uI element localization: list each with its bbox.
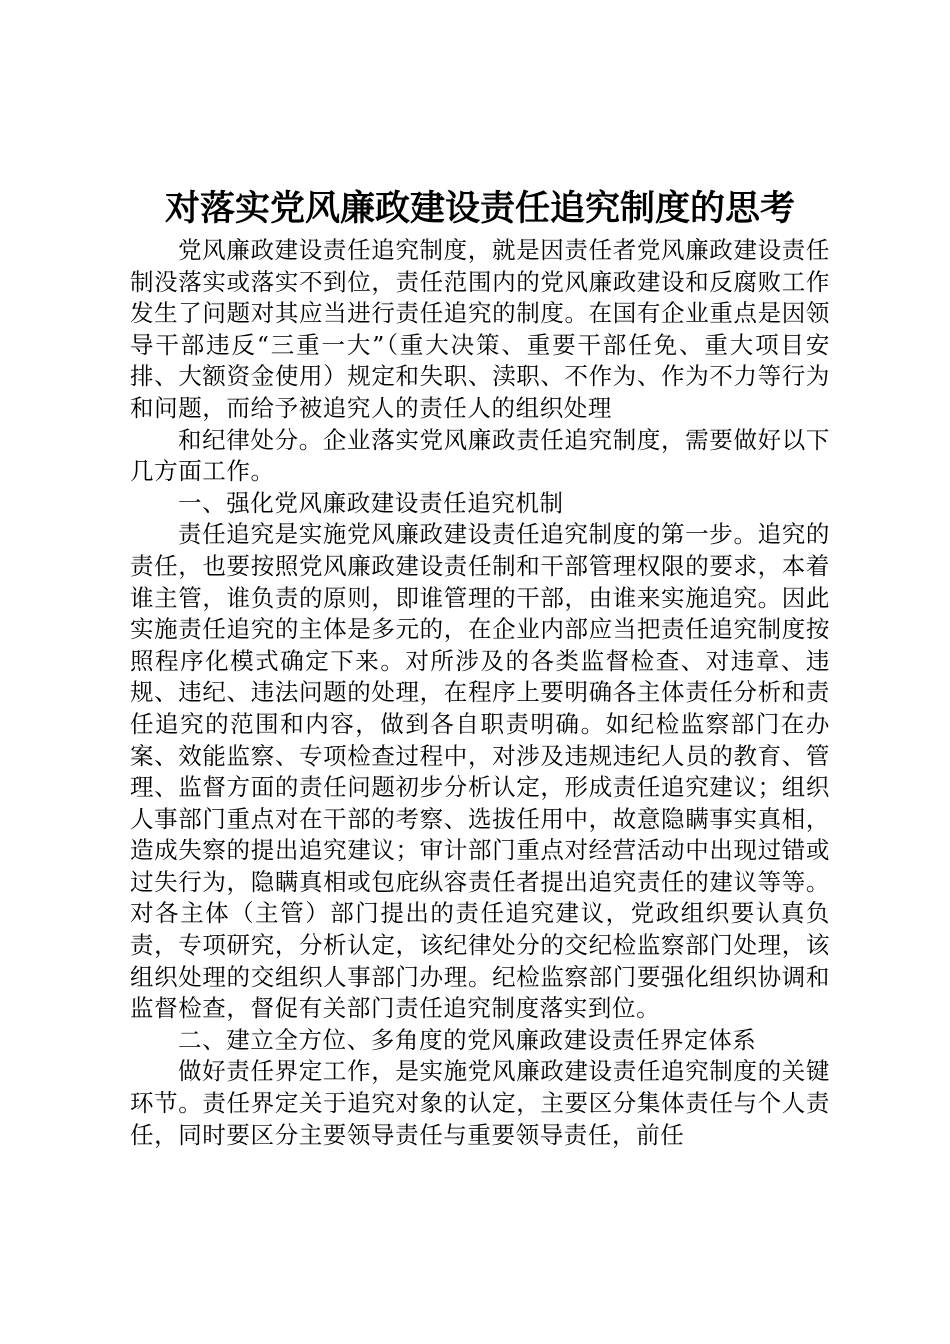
body-paragraph: 和纪律处分。企业落实党风廉政责任追究制度，需要做好以下几方面工作。	[130, 425, 830, 486]
body-paragraph: 做好责任界定工作，是实施党风廉政建设责任追究制度的关键环节。责任界定关于追究对象的认定，主要区分集体责任与个人责任，同时要区分主要领导责任与重要领导责任，前任	[130, 1057, 830, 1149]
document-title: 对落实党风廉政建设责任追究制度的思考	[164, 188, 795, 229]
body-paragraph: 党风廉政建设责任追究制度，就是因责任者党风廉政建设责任制没落实或落实不到位，责任范围内的党风廉政建设和反腐败工作发生了问题对其应当进行责任追究的制度。在国有企业重点是因领导干部违反“三重一大”（重大决策、重要干部任免、重大项目安排、大额资金使用）规定和失职、渎职、不作为、作为不力等行为和问题，而给予被追究人的责任人的组织处理	[130, 236, 830, 422]
body-paragraph: 责任追究是实施党风廉政建设责任追究制度的第一步。追究的责任，也要按照党风廉政建设责任制和干部管理权限的要求，本着谁主管，谁负责的原则，即谁管理的干部，由谁来实施追究。因此实施责任追究的主体是多元的，在企业内部应当把责任追究制度按照程序化模式确定下来。对所涉及的各类监督检查、对违章、违规、违纪、违法问题的处理，在程序上要明确各主体责任分析和责任追究的范围和内容，做到各自职责明确。如纪检监察部门在办案、效能监察、专项检查过程中，对涉及违规违纪人员的教育、管理、监督方面的责任问题初步分析认定，形成责任追究建议；组织人事部门重点对在干部的考察、选拔任用中，故意隐瞒事实真相，造成失察的提出追究建议；审计部门重点对经营活动中出现过错或过失行为，隐瞒真相或包庇纵容责任者提出追究责任的建议等等。对各主体（主管）部门提出的责任追究建议，党政组织要认真负责，专项研究，分析认定，该纪律处分的交纪检监察部门处理，该组织处理的交组织人事部门办理。纪检监察部门要强化组织协调和监督检查，督促有关部门责任追究制度落实到位。	[130, 520, 830, 1023]
section-heading: 二、建立全方位、多角度的党风廉政建设责任界定体系	[178, 1025, 757, 1054]
document-page	[130, 185, 830, 1151]
section-heading: 一、强化党风廉政建设责任追究机制	[178, 488, 564, 517]
